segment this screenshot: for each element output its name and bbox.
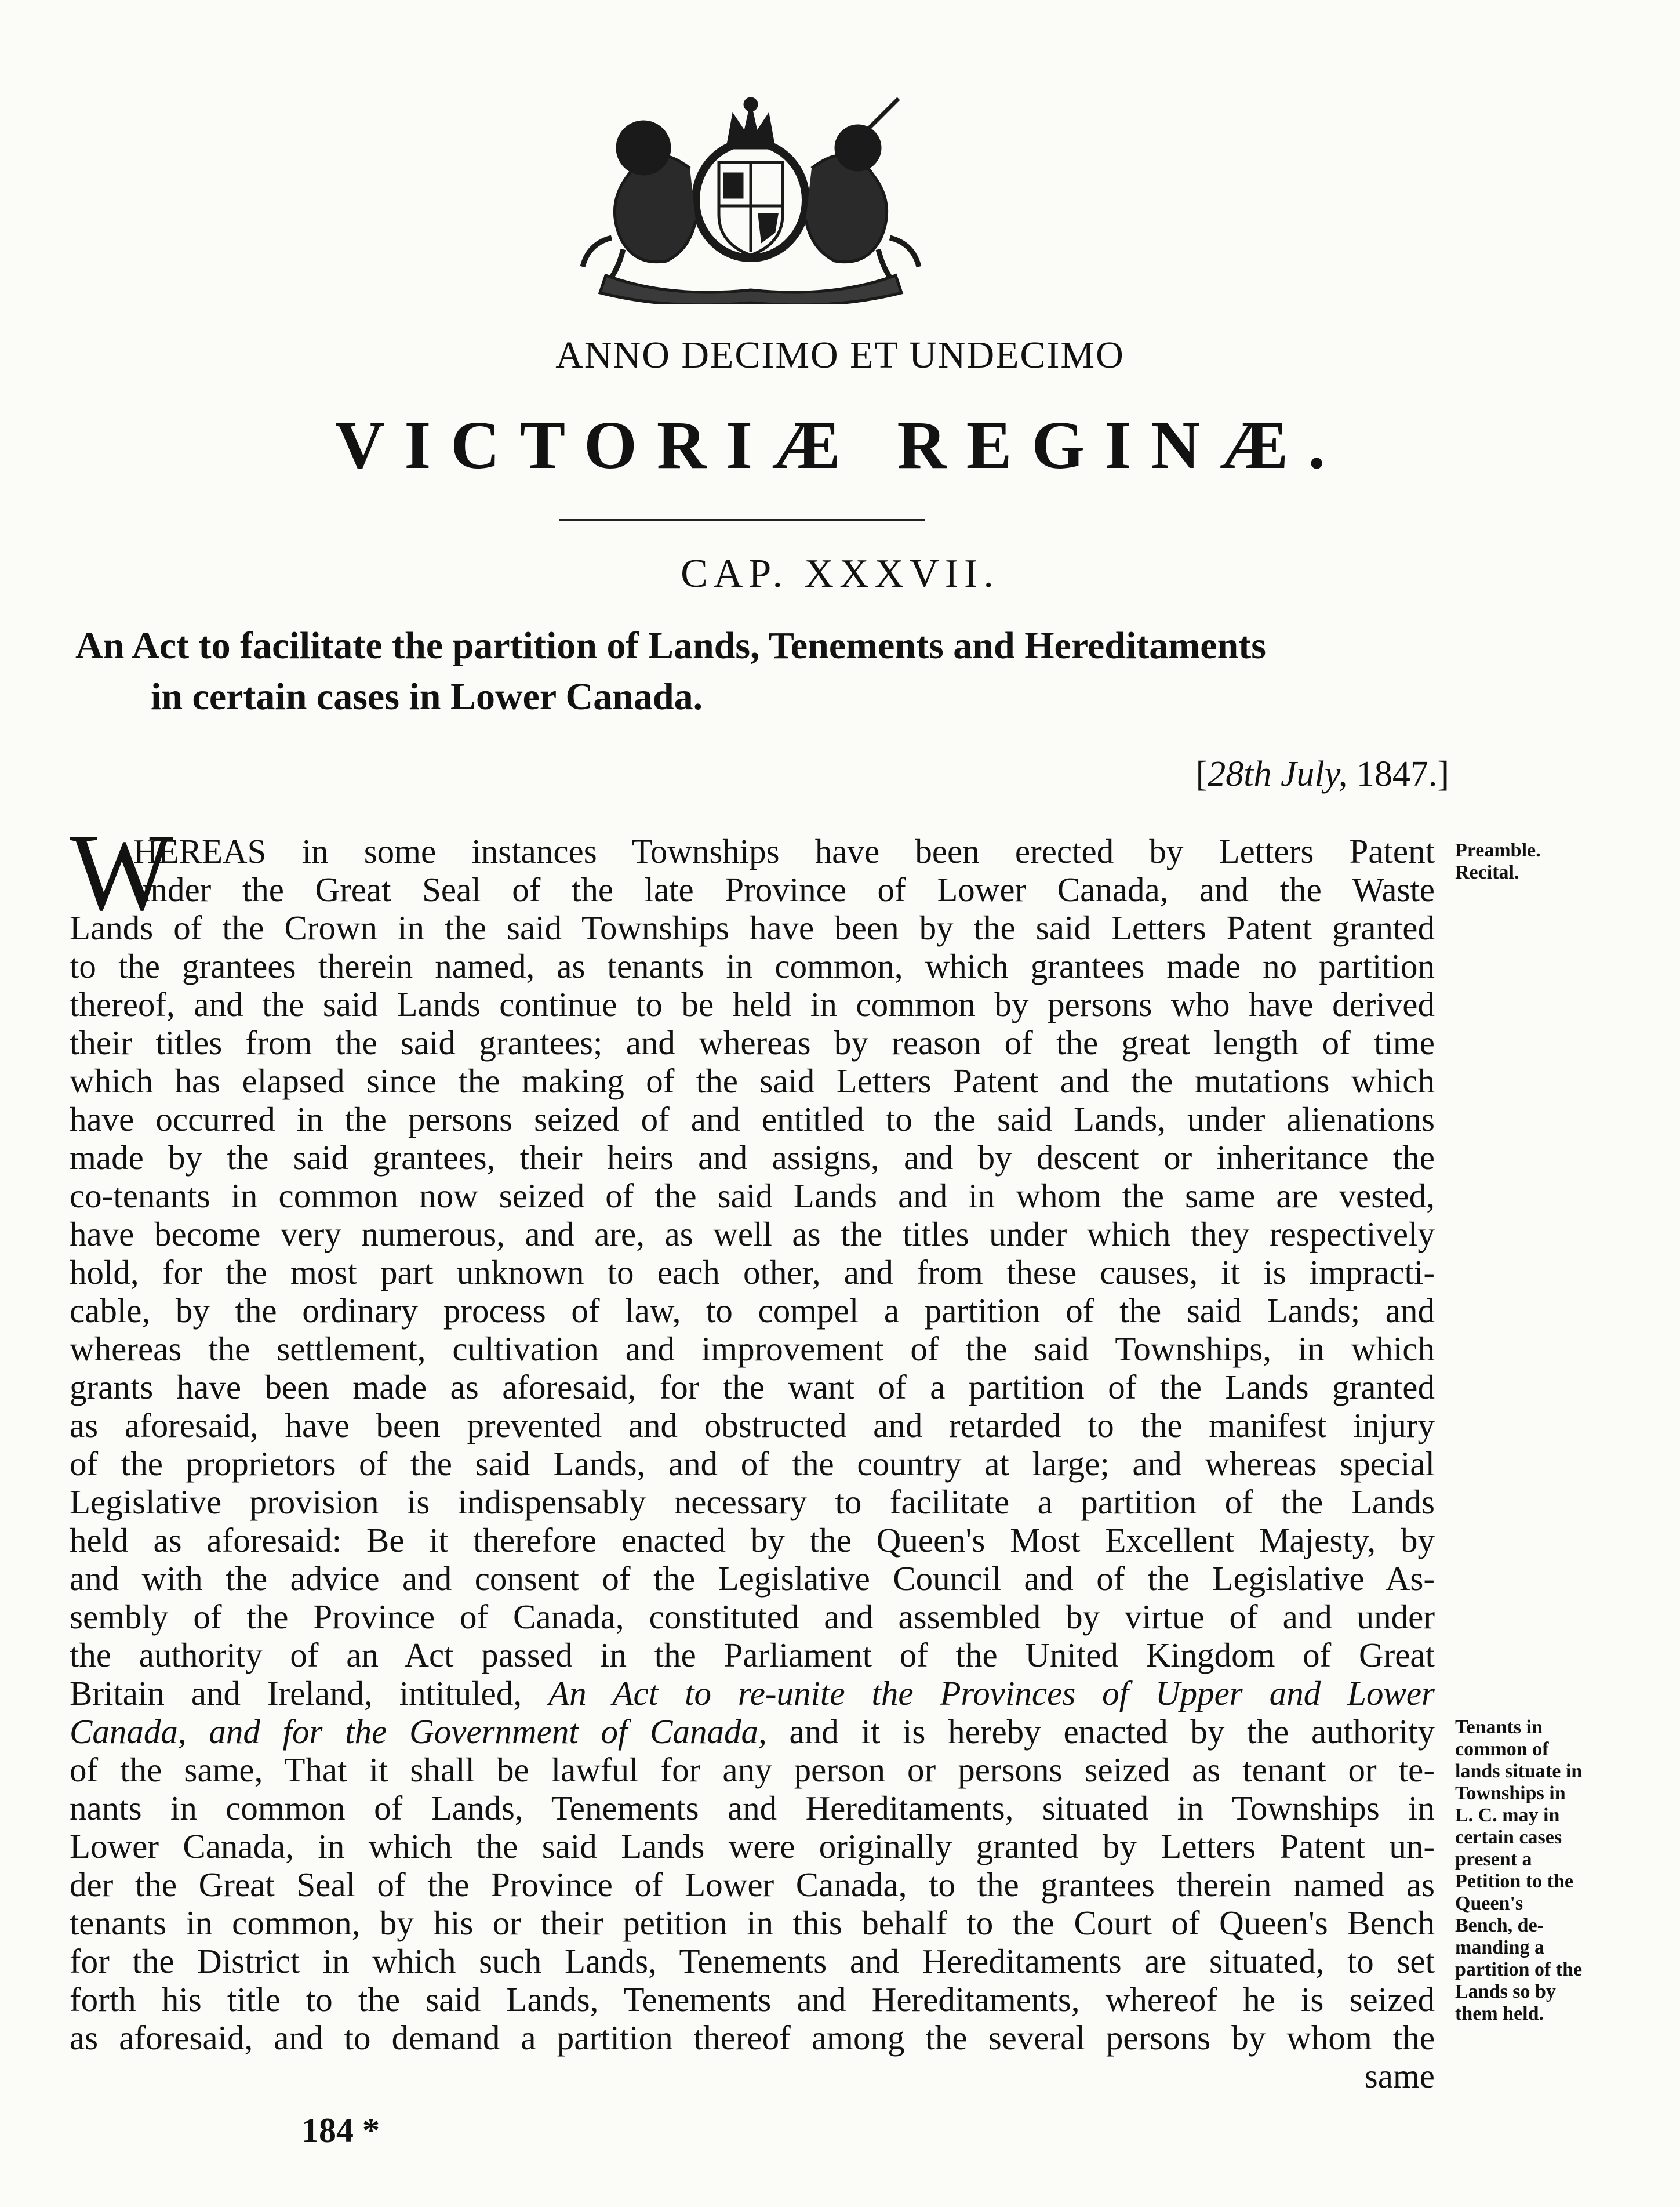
body-line: whereas the settlement, cultivation and improvement of the said Townships, in which — [70, 1330, 1435, 1368]
body-line: sembly of the Province of Canada, constituted and assembled by virtue of and under — [70, 1598, 1435, 1636]
body-line: and with the advice and consent of the Legislative Council and of the Legislative As- — [70, 1559, 1435, 1598]
body-line: nants in common of Lands, Tenements and Hereditaments, situated in Townships in — [70, 1789, 1435, 1827]
body-line: Lands of the Crown in the said Townships have been by the said Letters Patent granted — [70, 909, 1435, 947]
margin-note-line: lands situate in — [1455, 1760, 1583, 1782]
margin-note-line: Petition to the — [1455, 1871, 1573, 1892]
margin-note-line: Lands so by — [1455, 1981, 1556, 2002]
margin-note-line: them held. — [1455, 2003, 1544, 2024]
margin-note-line: Bench, de- — [1455, 1915, 1544, 1936]
body-line: the authority of an Act passed in the Parliament of the United Kingdom of Great — [70, 1636, 1435, 1674]
body-line: of the proprietors of the said Lands, and of the country at large; and whereas special — [70, 1444, 1435, 1483]
chapter-number: CAP. XXXVII. — [681, 551, 999, 596]
margin-note-line: manding a — [1455, 1937, 1544, 1958]
margin-note-preamble — [1455, 840, 1629, 884]
assent-date — [1043, 754, 1449, 795]
body-line: made by the said grantees, their heirs and assigns, and by descent or inheritance the — [70, 1138, 1435, 1177]
body-line: Legislative provision is indispensably necessary to facilitate a partition of the Lands — [70, 1483, 1435, 1521]
body-line: have become very numerous, and are, as well as the titles under which they respectively — [70, 1215, 1435, 1253]
body-line — [70, 1712, 1435, 1751]
margin-note-line: certain cases — [1455, 1827, 1562, 1848]
drop-cap: W — [70, 812, 174, 934]
body-line: which has elapsed since the making of the said Letters Patent and the mutations which — [70, 1062, 1435, 1100]
margin-note-line: Preamble. — [1455, 840, 1541, 861]
cited-act-title-cont: Canada, and for the Government of Canada, — [70, 1712, 767, 1751]
body-line: held as aforesaid: Be it therefore enacted by the Queen's Most Excellent Majesty, by — [70, 1521, 1435, 1559]
body-line: as aforesaid, and to demand a partition thereof among the several persons by whom the — [70, 2019, 1435, 2057]
margin-note-line: partition of the — [1455, 1959, 1583, 1980]
cited-act-title: An Act to re-unite the Provinces of Upper and Lower — [548, 1674, 1435, 1712]
body-line: HEREAS in some instances Townships have been erected by Letters Patent — [133, 832, 1435, 870]
signature-mark: 184 * — [301, 2111, 380, 2150]
body-line: forth his title to the said Lands, Tenements and Hereditaments, whereof he is seized — [70, 1980, 1435, 2019]
royal-coat-of-arms-icon — [565, 93, 936, 304]
act-title — [75, 620, 1467, 723]
regnal-year-heading: ANNO DECIMO ET UNDECIMO — [555, 334, 1125, 376]
sovereign-heading: VICTORIÆ REGINÆ. — [335, 407, 1345, 483]
margin-note-line: Tenants in — [1455, 1716, 1543, 1738]
margin-note-line: Townships in — [1455, 1783, 1566, 1804]
body-line: Lower Canada, in which the said Lands were originally granted by Letters Patent un- — [70, 1827, 1435, 1865]
margin-note-petition — [1455, 1716, 1629, 2025]
body-line: co-tenants in common now seized of the said Lands and in whom the same are vested, — [70, 1177, 1435, 1215]
body-line: thereof, and the said Lands continue to be held in common by persons who have derived — [70, 985, 1435, 1023]
act-title-line-2: in certain cases in Lower Canada. — [151, 676, 703, 718]
body-text: and it is hereby enacted by the authority — [766, 1712, 1435, 1751]
margin-note-line: L. C. may in — [1455, 1805, 1560, 1826]
margin-note-line: common of — [1455, 1738, 1549, 1760]
date-bracket: [ — [1195, 754, 1208, 794]
body-line: for the District in which such Lands, Tenements and Hereditaments are situated, to set — [70, 1942, 1435, 1980]
catchword: same — [1364, 2057, 1435, 2095]
body-line: under the Great Seal of the late Province of Lower Canada, and the Waste — [133, 870, 1435, 909]
margin-note-line: present a — [1455, 1849, 1532, 1870]
margin-note-line: Queen's — [1455, 1893, 1523, 1914]
body-text: Britain and Ireland, intituled, — [70, 1674, 549, 1712]
margin-note-line: Recital. — [1455, 862, 1519, 883]
act-title-line-1: An Act to facilitate the partition of Lands, Tenements and Hereditaments — [75, 625, 1266, 667]
body-line: grants have been made as aforesaid, for the want of a partition of the Lands granted — [70, 1368, 1435, 1406]
body-line: to the grantees therein named, as tenants in common, which grantees made no partition — [70, 947, 1435, 985]
body-line — [70, 1674, 1435, 1712]
body-line: of the same, That it shall be lawful for any person or persons seized as tenant or te- — [70, 1751, 1435, 1789]
body-line: der the Great Seal of the Province of Lower Canada, to the grantees therein named as — [70, 1865, 1435, 1904]
divider — [559, 519, 925, 521]
date-day: 28th July, — [1208, 754, 1348, 794]
body-line: cable, by the ordinary process of law, to compel a partition of the said Lands; and — [70, 1291, 1435, 1330]
body-line: tenants in common, by his or their petition in this behalf to the Court of Queen's Bench — [70, 1904, 1435, 1942]
act-body — [70, 832, 1435, 2095]
body-line: hold, for the most part unknown to each other, and from these causes, it is impracti- — [70, 1253, 1435, 1291]
date-year: 1847.] — [1347, 754, 1449, 794]
body-line: have occurred in the persons seized of and entitled to the said Lands, under alienations — [70, 1100, 1435, 1138]
body-line: as aforesaid, have been prevented and obstructed and retarded to the manifest injury — [70, 1406, 1435, 1444]
body-line: their titles from the said grantees; and whereas by reason of the great length of time — [70, 1023, 1435, 1062]
